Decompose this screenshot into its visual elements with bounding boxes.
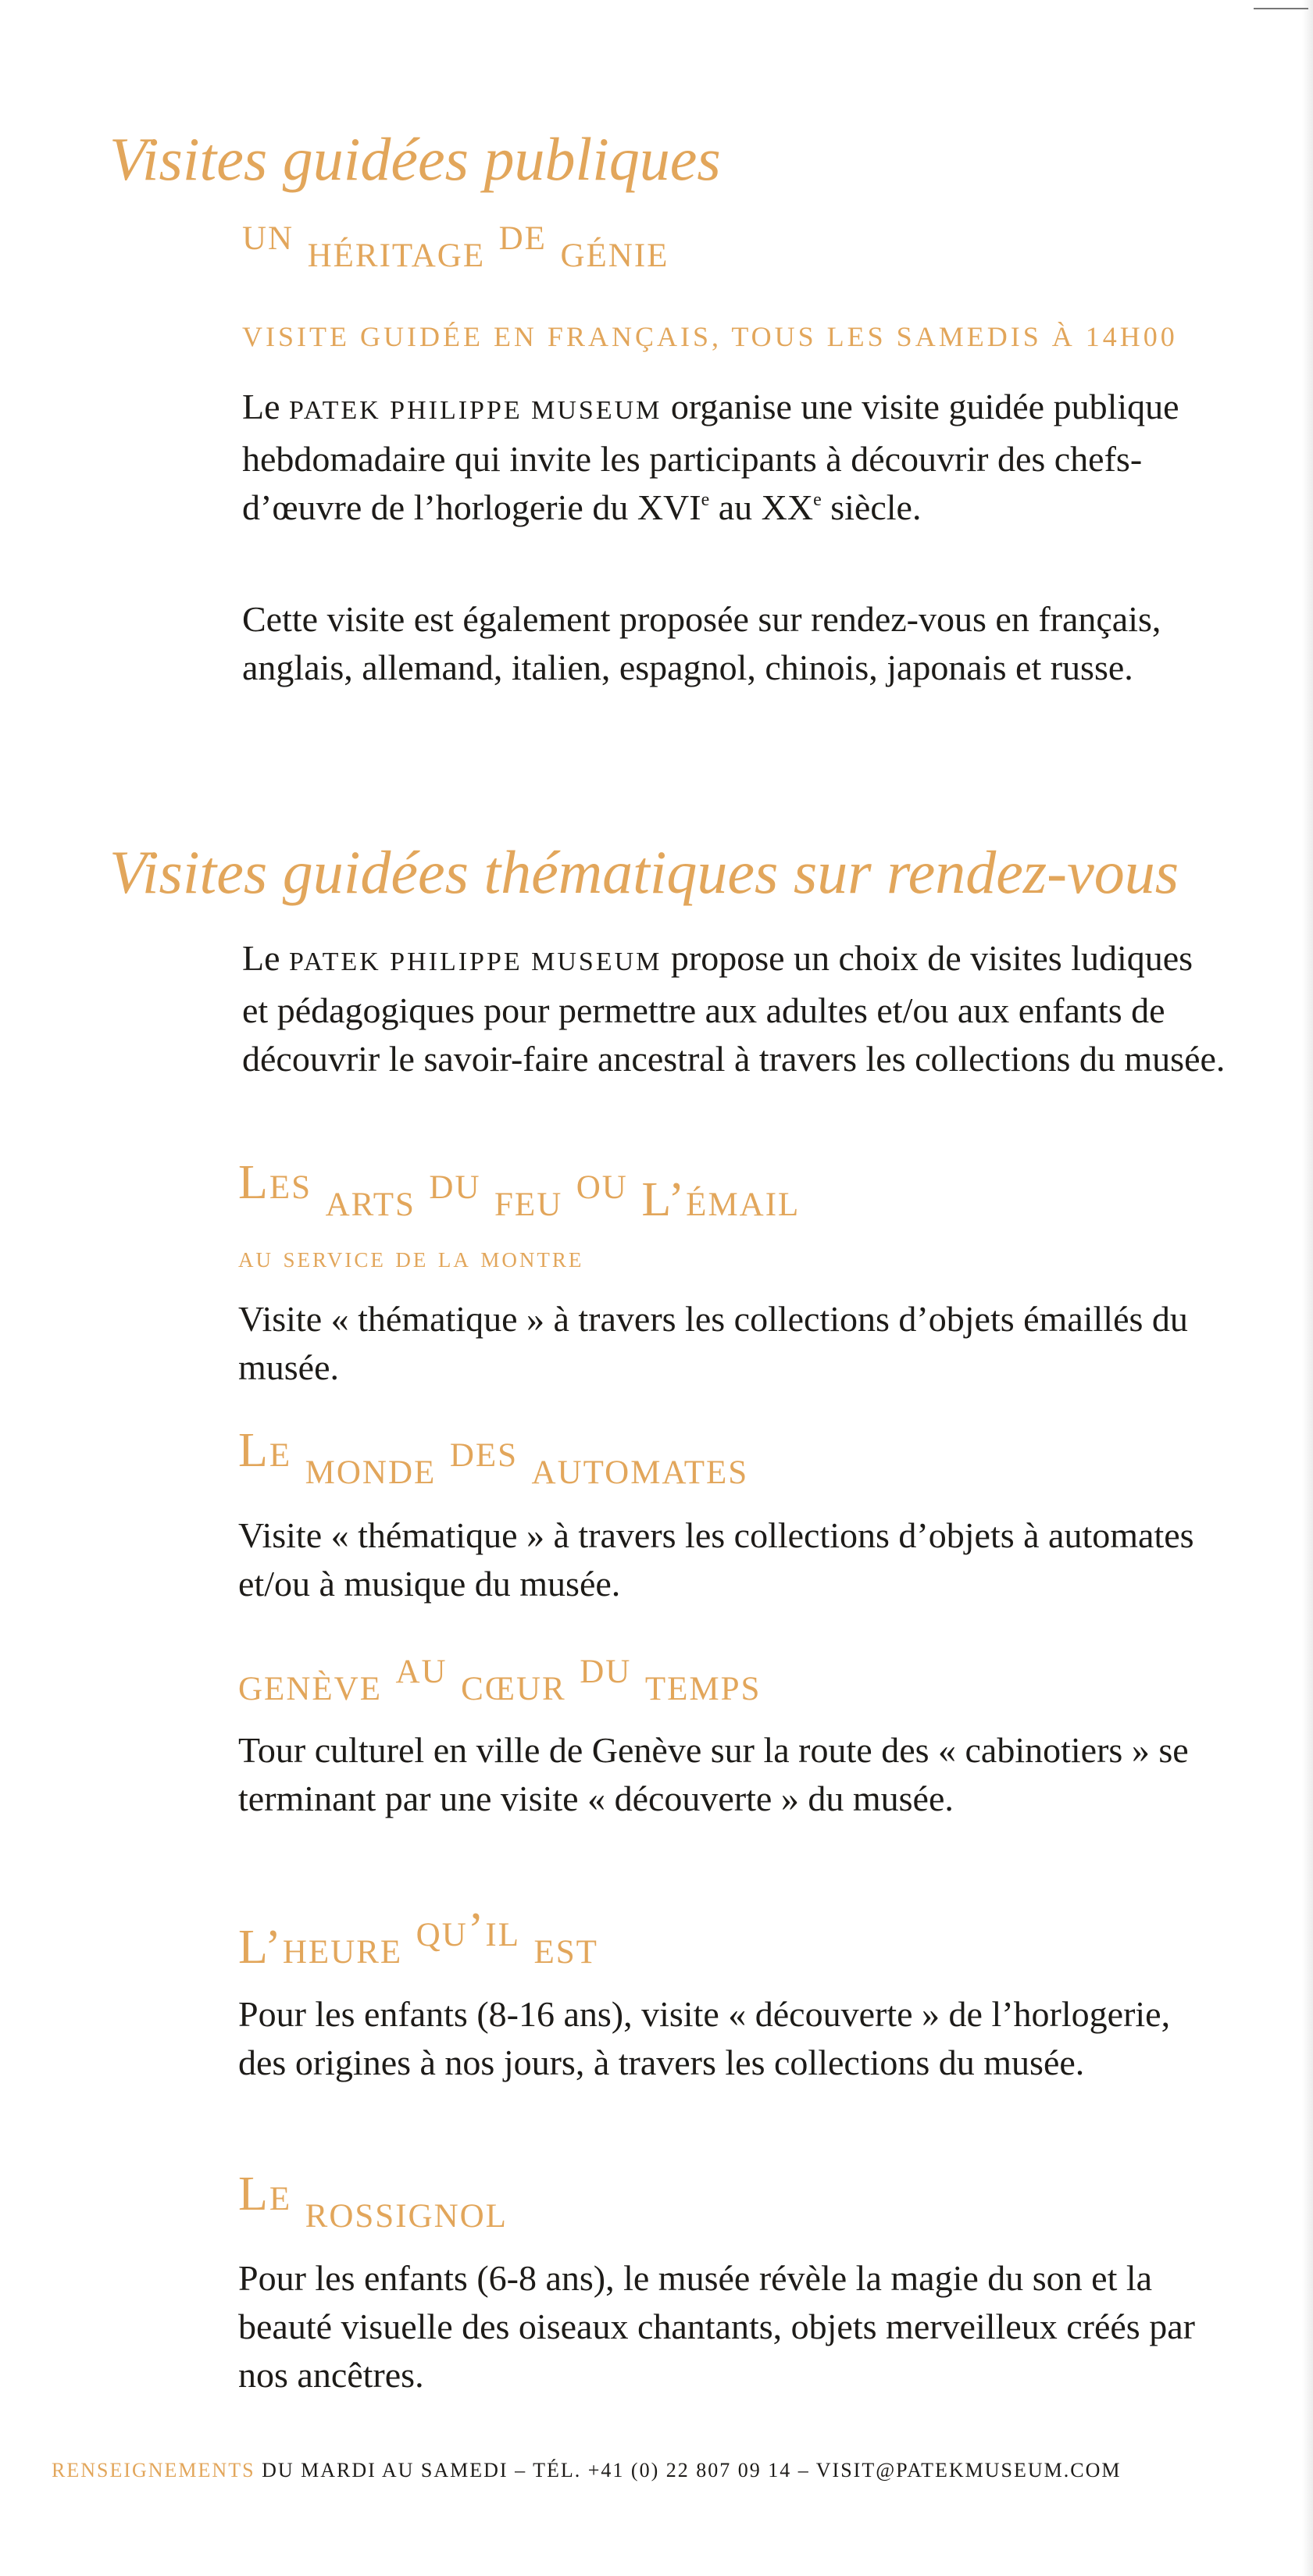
text-run: organise une visite guidée publique hebdomadaire qui invite les participants à découvrir des chefs-d’œuvre de l’horlogerie du XVI: [242, 387, 1179, 527]
text-run: siècle.: [821, 487, 922, 527]
title-word: rossignol: [305, 2185, 508, 2238]
section-title-thematic-tours: Visites guidées thématiques sur rendez-vous: [109, 838, 1179, 906]
section-title-public-tours: Visites guidées publiques: [109, 125, 721, 193]
public-tour-description: [242, 383, 1226, 538]
superscript: e: [701, 490, 710, 510]
text-run: propose un choix de visites ludiques et pédagogiques pour permettre aux adultes et/ou aux enfants de découvrir le savoir-faire ancestral à travers les collections du musée.: [242, 938, 1226, 1079]
title-word: automates: [531, 1441, 749, 1494]
footer-lead: RENSEIGNEMENTS: [52, 2459, 255, 2481]
title-word: des: [449, 1424, 519, 1477]
text-run: Le: [242, 938, 290, 978]
title-word: héritage: [307, 224, 486, 277]
superscript: e: [813, 490, 822, 510]
title-word: feu: [494, 1173, 563, 1226]
program-title-heritage: [242, 207, 669, 277]
crop-mark: [1254, 8, 1308, 9]
visit-title-nightingale: [238, 2167, 508, 2238]
museum-name: PATEK PHILIPPE MUSEUM: [289, 947, 662, 976]
page-fold-shadow: [1302, 0, 1313, 2576]
title-word: monde: [305, 1441, 437, 1494]
text-run: Le: [242, 387, 290, 426]
tour-schedule: VISITE GUIDÉE EN FRANÇAIS, TOUS LES SAMEDIS À 14H00: [242, 321, 1178, 352]
title-word: Le: [238, 1424, 292, 1477]
title-word: Les: [238, 1156, 312, 1209]
thematic-tours-intro: [242, 934, 1226, 1083]
title-word: du: [580, 1640, 632, 1693]
title-word: L’émail: [641, 1173, 801, 1226]
text-run: au XX: [709, 487, 814, 527]
title-word: du: [429, 1156, 481, 1209]
title-word: cœur: [461, 1657, 566, 1711]
title-word: Le: [238, 2167, 292, 2221]
public-tour-languages: Cette visite est également proposée sur rendez-vous en français, anglais, allemand, italien, espagnol, chinois, japonais et russe.: [242, 599, 1161, 687]
visit-title-geneva: [238, 1640, 762, 1711]
visit-title-automata: [238, 1424, 749, 1494]
title-word: est: [533, 1921, 598, 1974]
title-word: génie: [560, 224, 669, 277]
contact-footer: [52, 2459, 1122, 2482]
title-word: genève: [238, 1657, 382, 1711]
visit-desc-geneva: Tour culturel en ville de Genève sur la route des « cabinotiers » se terminant par une visite « découverte » du musée.: [238, 1730, 1189, 1818]
title-word: arts: [325, 1173, 416, 1226]
visit-title-enamel: [238, 1156, 801, 1226]
footer-contact-details: DU MARDI AU SAMEDI – TÉL. +41 (0) 22 807 09 14 – VISIT@PATEKMUSEUM.COM: [255, 2459, 1122, 2481]
title-word: un: [242, 207, 294, 260]
visit-desc-automata: Visite « thématique » à travers les collections d’objets à automates et/ou à musique du musée.: [238, 1515, 1194, 1604]
visit-title-hour: [238, 1903, 598, 1974]
title-word: au: [395, 1640, 448, 1693]
visit-desc-hour: Pour les enfants (8-16 ans), visite « découverte » de l’horlogerie, des origines à nos jours, à travers les collections du musée.: [238, 1994, 1171, 2082]
title-word: de: [498, 207, 547, 260]
museum-name: PATEK PHILIPPE MUSEUM: [289, 396, 662, 425]
title-word: temps: [644, 1657, 762, 1711]
visit-subtitle-enamel: au service de la montre: [238, 1241, 584, 1274]
title-word: qu’il: [416, 1903, 520, 1957]
title-word: ou: [576, 1156, 628, 1209]
visit-desc-nightingale: Pour les enfants (6-8 ans), le musée révèle la magie du son et la beauté visuelle des oiseaux chantants, objets merveilleux créés par nos ancêtres.: [238, 2258, 1195, 2395]
visit-desc-enamel: Visite « thématique » à travers les collections d’objets émaillés du musée.: [238, 1299, 1188, 1387]
title-word: L’heure: [238, 1921, 403, 1974]
